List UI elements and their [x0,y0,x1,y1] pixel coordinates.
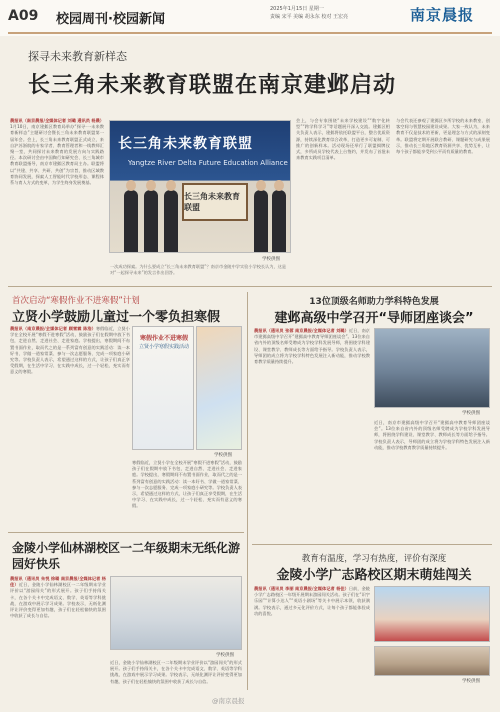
lead-column-1 [10,118,104,276]
person-figure [254,190,268,252]
lead-headline: 长三角未来教育联盟在南京建邺启动 [28,73,397,98]
photo-banner-english: Yangtze River Delta Future Education Alliance [128,159,288,167]
issue-info [270,5,390,21]
newspaper-logo: 南京晨报 [410,6,475,24]
person-figure [164,190,178,252]
story4-text: 近日，南京市建邺高级中学召开“建邺高中教育导师团座谈会”。13位来自省内外的顶级名师受聘成为学校学科发展导师，将围绕学科建设、课堂教学、教师成长等方面给予指导。学校负责人表示，导师团的成立将为学校学科特色发展注入新动能，推动学校教育教学质量持续提升。 [254,328,370,365]
story-divider [252,544,492,545]
story3-headline: 金陵小学仙林湖校区一二年级期末无纸化游园好快乐 [12,541,241,571]
lead-column-2: 会上，与会专家围绕“未来学校建设”“数字化转型”“跨学科学习”等话题展开深入交流。建邺区相关负责人表示，建邺将依托联盟平台，整合优质资源，持续深化教育综合改革，打造更多可复制、可推广的创新样本。活动现场还举行了联盟揭牌仪式，多所成员学校代表上台签约，并发布了首批未来教育实践项目清单。 [296,118,390,161]
header-divider [8,32,492,34]
story2-photo-credit: 学校供图 [214,453,232,458]
story2-kids-photo [196,326,242,450]
story2-kicker: 首次启动“寒假作业不进寒假”计划 [12,296,140,306]
story5-photo-credit: 学校供图 [462,679,480,684]
story4-column-1 [254,328,370,538]
source-watermark: @南京晨报 [212,697,245,705]
lead-byline: 晨报讯（南京晨报/全媒体记者 刘璐 通讯员 杨晨） [10,118,104,123]
page-number: A09 [8,8,39,24]
story5-title-block [258,552,490,583]
story3-photo [110,576,242,650]
section-title: 校园周刊·校园新闻 [56,12,165,27]
photo-banner: 长三角未来教育联盟 [118,136,253,152]
story4-column-2: 近日，南京市建邺高级中学召开“建邺高中教育导师团座谈会”。13位来自省内外的顶级名师受聘成为学校学科发展导师，将围绕学科建设、课堂教学、教师成长等方面给予指导。学校负责人表示，导师团的成立将为学校学科特色发展注入新动能，推动学校教育教学质量持续提升。 [374,420,490,450]
person-figure [124,190,138,252]
story3-column-2: 近日，金陵小学仙林湖校区一二年级期末学业评价以“游园闯关”的形式展开。孩子们手持闯关卡，在各个关卡中完成语文、数学、英语等学科挑战，在游戏中展示学习成果。学校表示，无纸化测评让评价变得更加有趣，孩子们在轻松愉快的氛围中收获了成长与自信。 [110,660,242,684]
story5-photo-2 [374,646,490,676]
poster-content [139,335,189,445]
story5-text: 日前，金陵小学广志路校区一年级开展期末游园闯关活动。孩子们在“识字乐园”“计算小达人”“英语小剧场”等关卡中展示本领，收获满满。学校表示，通过多元化评价方式，让每个孩子都能体验成功的喜悦。 [254,586,370,616]
masthead [0,0,500,36]
lead-column-3: 与会代表还参观了建邺区多所学校的未来教室、创客空间与智慧校园建设成果。大家一致认为，未来教育不仅是技术的更新，更是理念与方式的深刻变革。联盟将定期开展联合教研、课题研究与成果展示，推动长三角地区教育资源共享、优势互补，让每个孩子都能享受到公平而有质量的教育。 [396,118,490,155]
story5-photo-1 [374,586,490,642]
story2-text: 寒假临近，立贤小学在全校开展“寒假不进寒假”活动，鼓励孩子们在假期中放下书包，走进自然、走进社会、走进家庭。学校提出，寒假期间不布置书面作业，取而代之的是一系列富有创意的实践活动：读一本好书、学做一道家常菜、参与一次志愿服务、完成一项家庭小研究等。学校负责人表示，希望通过这样的方式，让孩子们真正享受假期，在生活中学习、在实践中成长，过一个轻松、充实而有意义的寒假。 [10,326,130,375]
story4-kicker: 13位顶级名师助力学科特色发展 [309,297,439,307]
lead-photo-caption: 一次成功探索。为什么要成立“长三角未来教育联盟”？南京市金陵中学实验小学校长认为，这是对“一起探寻未来”的发言作出回答。 [110,264,287,275]
lead-photo [109,120,291,253]
story5-headline: 金陵小学广志路校区期末萌娃闯关 [276,568,472,583]
column-divider [247,292,248,690]
story5-byline: 晨报讯（通讯员 李丽 南京晨报/全媒体记者 杨佳） [254,586,349,591]
story2-headline: 立贤小学鼓励儿童过一个零负担寒假 [12,310,221,325]
story2-column-2: 寒假临近，立贤小学在全校开展“寒假不进寒假”活动，鼓励孩子们在假期中放下书包，走进自然、走进社会、走进家庭。学校提出，寒假期间不布置书面作业，取而代之的是一系列富有创意的实践活动：读一本好书、学做一道家常菜、参与一次志愿服务、完成一项家庭小研究等。学校负责人表示，希望通过这样的方式，让孩子们真正享受假期，在生活中学习、在实践中成长，过一个轻松、充实而有意义的寒假。 [132,460,242,509]
lead-photo-credit: 学校供图 [262,257,280,262]
lead-subhead: 探寻未来教育新样态 [28,50,127,63]
story4-title-block [258,294,490,326]
story2-byline: 晨报讯（南京晨报/全媒体记者 顾雪霖 陈浩） [10,326,96,331]
person-figure [272,190,286,252]
story3-title-block [12,540,242,572]
story3-text: 近日，金陵小学仙林湖校区一二年级期末学业评价以“游园闯关”的形式展开。孩子们手持闯关卡，在各个关卡中完成语文、数学、英语等学科挑战，在游戏中展示学习成果。学校表示，无纸化测评让评价变得更加有趣，孩子们在轻松愉快的氛围中收获了成长与自信。 [10,582,106,619]
story3-photo-credit: 学校供图 [216,653,234,658]
poster-title: 寒假作业不进寒假 [139,335,188,342]
story2-title-block [12,294,220,325]
alliance-plaque: 长三角未来教育联盟 [182,183,248,221]
lead-text-1: 1月10日，南京建邺区教育局举办“探寻·一未来教育新样态”主题研讨会暨长三角未来教育联盟第一届年会。会上，长三角未来教育联盟正式成立，来自沪苏浙皖的专家学者、教育管理者和一线教师汇聚一堂，共同探讨未来教育的发展方向与实践路径。本次研讨会由中国陶行知研究会、长三角城市教育联盟指导，南京市建邺区教育局主办。联盟将以“共建、共享、共研、共创”为宗旨，推动区域教育协同发展，探索人工智能时代学校形态、课程体系与育人方式的变革，为学生终身发展奠基。 [10,124,104,186]
story4-headline: 建邺高级中学召开“导师团座谈会” [274,311,474,326]
story3-column-1 [10,576,106,688]
story4-byline: 晨报讯（通讯员 张蓉 南京晨报/全媒体记者 刘璐） [254,328,349,333]
story2-poster-photo [132,326,194,450]
section-divider [8,286,492,287]
story5-kicker: 教育有温度，学习有热度，评价有深度 [301,554,447,564]
story-divider [8,532,244,533]
story5-column-1 [254,586,370,690]
story4-photo [374,328,490,408]
person-figure [144,190,158,252]
date-line: 2025年1月15日 星期一 [270,6,324,12]
poster-text: 立贤小学寒假实践活动 [139,344,190,350]
story3-byline: 晨报讯（通讯员 朱悦 徐璐 南京晨报/全媒体记者 杨佳） [10,576,106,588]
story2-column-1 [10,326,130,526]
editor-line: 责编 宋平 美编 胡永东 校对 王宏亮 [270,14,348,20]
story4-photo-credit: 学校供图 [462,411,480,416]
